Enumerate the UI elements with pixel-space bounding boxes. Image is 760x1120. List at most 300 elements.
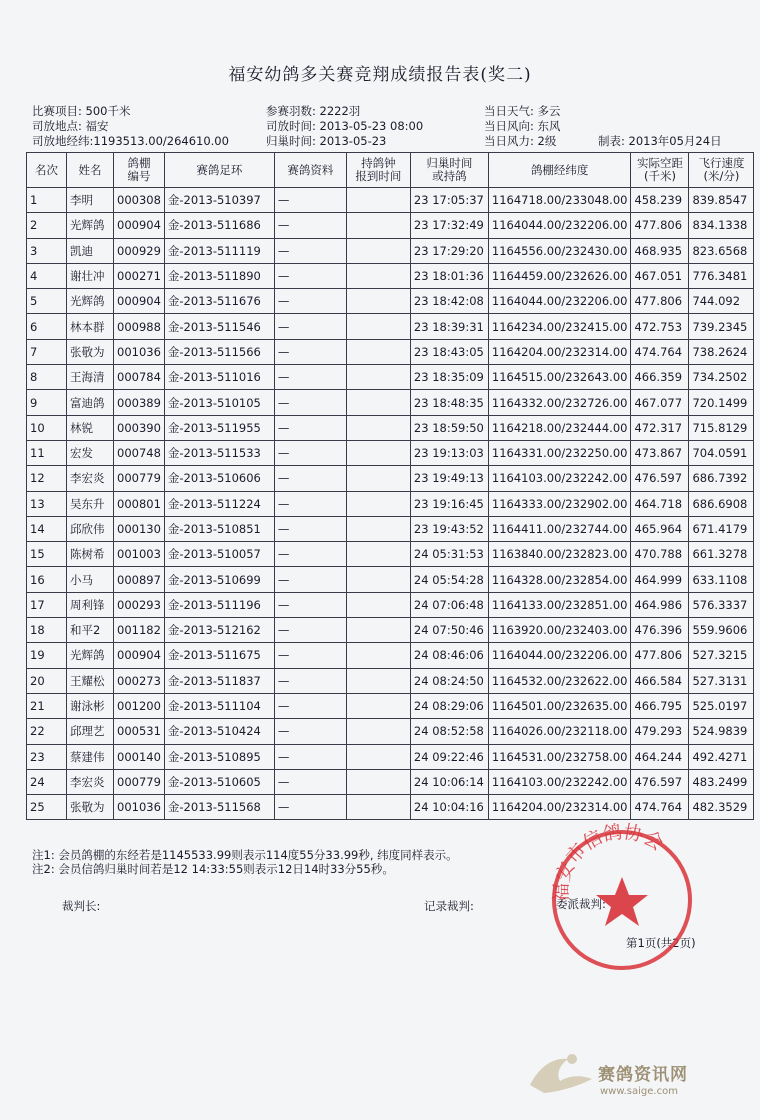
table-cell: 金-2013-511676 bbox=[164, 289, 274, 314]
table-cell: 24 08:46:06 bbox=[410, 643, 488, 668]
table-header-row bbox=[27, 153, 754, 188]
table-cell: 13 bbox=[27, 491, 67, 516]
table-cell: 24 08:29:06 bbox=[410, 693, 488, 718]
table-cell: 李宏炎 bbox=[67, 769, 114, 794]
document-title: 福安幼鸽多关赛竞翔成绩报告表(奖二) bbox=[228, 65, 532, 85]
table-cell: 476.396 bbox=[631, 618, 689, 643]
table-cell: 776.3481 bbox=[689, 263, 754, 288]
table-cell: 1164515.00/232643.00 bbox=[488, 365, 631, 390]
table-cell: 23 19:43:52 bbox=[410, 516, 488, 541]
table-cell: 23 19:13:03 bbox=[410, 440, 488, 465]
table-cell: 24 10:04:16 bbox=[410, 795, 488, 820]
table-row bbox=[27, 213, 754, 238]
table-cell: 000130 bbox=[114, 516, 165, 541]
table-cell: 000897 bbox=[114, 567, 165, 592]
table-cell: 金-2013-511890 bbox=[164, 263, 274, 288]
table-cell: 492.4271 bbox=[689, 744, 754, 769]
table-cell: 524.9839 bbox=[689, 719, 754, 744]
table-cell: 金-2013-511119 bbox=[164, 238, 274, 263]
table-cell: — bbox=[274, 238, 346, 263]
page-number: 第1页(共2页) bbox=[626, 936, 696, 950]
table-body bbox=[27, 188, 754, 820]
table-cell: 光辉鸽 bbox=[67, 213, 114, 238]
table-cell: 1 bbox=[27, 188, 67, 213]
table-cell: 金-2013-511196 bbox=[164, 592, 274, 617]
table-cell: 23 18:59:50 bbox=[410, 415, 488, 440]
table-cell: 林本群 bbox=[67, 314, 114, 339]
table-cell: 邱欣伟 bbox=[67, 516, 114, 541]
info-item: 归巢时间: 2013-05-23 bbox=[266, 134, 387, 148]
table-row bbox=[27, 415, 754, 440]
report-date: 制表: 2013年05月24日 bbox=[598, 134, 722, 148]
table-cell: 陈树希 bbox=[67, 542, 114, 567]
table-cell: 1164332.00/232726.00 bbox=[488, 390, 631, 415]
table-cell: — bbox=[274, 668, 346, 693]
column-header: 名次 bbox=[27, 153, 67, 188]
table-cell: 金-2013-510895 bbox=[164, 744, 274, 769]
table-cell: 10 bbox=[27, 415, 67, 440]
table-cell bbox=[346, 466, 410, 491]
table-cell: 704.0591 bbox=[689, 440, 754, 465]
table-row bbox=[27, 339, 754, 364]
table-cell: 23 18:39:31 bbox=[410, 314, 488, 339]
table-cell: 527.3215 bbox=[689, 643, 754, 668]
table-cell: 525.0197 bbox=[689, 693, 754, 718]
recording-referee-label: 记录裁判: bbox=[424, 899, 474, 913]
table-cell: — bbox=[274, 769, 346, 794]
table-row bbox=[27, 542, 754, 567]
column-header: 持鸽钟 报到时间 bbox=[346, 153, 410, 188]
table-cell bbox=[346, 390, 410, 415]
table-cell: 23 18:48:35 bbox=[410, 390, 488, 415]
table-cell: 谢泳彬 bbox=[67, 693, 114, 718]
table-cell: 李宏炎 bbox=[67, 466, 114, 491]
table-cell: 王耀松 bbox=[67, 668, 114, 693]
table-cell: 和平2 bbox=[67, 618, 114, 643]
table-cell: 金-2013-511837 bbox=[164, 668, 274, 693]
watermark-text: 赛鸽资讯网 bbox=[598, 1065, 688, 1085]
watermark-url: www.saige.com bbox=[600, 1086, 678, 1097]
table-cell: 1164531.00/232758.00 bbox=[488, 744, 631, 769]
table-cell: 1164234.00/232415.00 bbox=[488, 314, 631, 339]
info-item: 当日天气: 多云 bbox=[484, 104, 561, 118]
table-cell: 483.2499 bbox=[689, 769, 754, 794]
table-cell: 周利锋 bbox=[67, 592, 114, 617]
table-cell: 23 17:32:49 bbox=[410, 213, 488, 238]
pigeon-logo-icon bbox=[520, 1035, 600, 1105]
table-cell: 金-2013-511686 bbox=[164, 213, 274, 238]
table-cell: 744.092 bbox=[689, 289, 754, 314]
table-cell: — bbox=[274, 744, 346, 769]
notes bbox=[32, 848, 458, 876]
table-cell: 19 bbox=[27, 643, 67, 668]
table-cell: — bbox=[274, 643, 346, 668]
table-cell: 000748 bbox=[114, 440, 165, 465]
table-cell bbox=[346, 567, 410, 592]
table-row bbox=[27, 516, 754, 541]
table-cell: — bbox=[274, 542, 346, 567]
table-cell: 1164333.00/232902.00 bbox=[488, 491, 631, 516]
info-item: 当日风力: 2级 bbox=[484, 134, 557, 148]
table-cell: 576.3337 bbox=[689, 592, 754, 617]
table-cell: 1164328.00/232854.00 bbox=[488, 567, 631, 592]
table-cell: 686.6908 bbox=[689, 491, 754, 516]
table-cell: 18 bbox=[27, 618, 67, 643]
table-cell: — bbox=[274, 213, 346, 238]
table-cell: 720.1499 bbox=[689, 390, 754, 415]
table-cell: 23 19:49:13 bbox=[410, 466, 488, 491]
table-cell: 金-2013-510105 bbox=[164, 390, 274, 415]
column-header: 赛鸽足环 bbox=[164, 153, 274, 188]
column-header: 飞行速度 (米/分) bbox=[689, 153, 754, 188]
table-cell: 9 bbox=[27, 390, 67, 415]
table-cell bbox=[346, 542, 410, 567]
stamp-text: 福安市信鸽协会 bbox=[550, 821, 667, 903]
table-cell: 468.935 bbox=[631, 238, 689, 263]
table-cell: 23 17:29:20 bbox=[410, 238, 488, 263]
table-cell: — bbox=[274, 314, 346, 339]
table-cell: 22 bbox=[27, 719, 67, 744]
column-header: 鸽棚经纬度 bbox=[488, 153, 631, 188]
table-cell: 661.3278 bbox=[689, 542, 754, 567]
table-cell: 17 bbox=[27, 592, 67, 617]
table-cell: 凯迪 bbox=[67, 238, 114, 263]
table-cell: 1164133.00/232851.00 bbox=[488, 592, 631, 617]
table-cell: 1164501.00/232635.00 bbox=[488, 693, 631, 718]
table-cell: 金-2013-511566 bbox=[164, 339, 274, 364]
table-cell: 466.359 bbox=[631, 365, 689, 390]
table-cell: 1164411.00/232744.00 bbox=[488, 516, 631, 541]
table-cell: 林锐 bbox=[67, 415, 114, 440]
table-cell: 24 08:52:58 bbox=[410, 719, 488, 744]
table-cell: 金-2013-510606 bbox=[164, 466, 274, 491]
table-cell: 2 bbox=[27, 213, 67, 238]
table-cell: 527.3131 bbox=[689, 668, 754, 693]
table-cell bbox=[346, 668, 410, 693]
table-cell: 834.1338 bbox=[689, 213, 754, 238]
table-cell: 金-2013-510397 bbox=[164, 188, 274, 213]
table-cell: 470.788 bbox=[631, 542, 689, 567]
table-row bbox=[27, 693, 754, 718]
info-column-1 bbox=[32, 104, 229, 149]
table-cell: 633.1108 bbox=[689, 567, 754, 592]
table-row bbox=[27, 592, 754, 617]
table-cell bbox=[346, 339, 410, 364]
association-stamp bbox=[540, 815, 705, 980]
table-cell: 1164044.00/232206.00 bbox=[488, 213, 631, 238]
table-cell: 465.964 bbox=[631, 516, 689, 541]
star-icon bbox=[596, 877, 648, 926]
table-cell: 1164204.00/232314.00 bbox=[488, 339, 631, 364]
table-cell: 482.3529 bbox=[689, 795, 754, 820]
table-cell: 张敬为 bbox=[67, 795, 114, 820]
table-cell: 000273 bbox=[114, 668, 165, 693]
table-cell bbox=[346, 440, 410, 465]
table-cell: 472.753 bbox=[631, 314, 689, 339]
column-header: 归巢时间 或持鸽 bbox=[410, 153, 488, 188]
table-row bbox=[27, 365, 754, 390]
table-row bbox=[27, 567, 754, 592]
table-cell: 1164718.00/233048.00 bbox=[488, 188, 631, 213]
table-cell: 474.764 bbox=[631, 339, 689, 364]
table-cell: 464.999 bbox=[631, 567, 689, 592]
table-row bbox=[27, 466, 754, 491]
table-cell: — bbox=[274, 719, 346, 744]
table-cell: 000140 bbox=[114, 744, 165, 769]
table-cell: 23 18:42:08 bbox=[410, 289, 488, 314]
table-cell: 金-2013-511955 bbox=[164, 415, 274, 440]
table-cell: 3 bbox=[27, 238, 67, 263]
table-cell: 金-2013-510057 bbox=[164, 542, 274, 567]
table-cell: 1164103.00/232242.00 bbox=[488, 769, 631, 794]
table-cell: 21 bbox=[27, 693, 67, 718]
table-cell: 6 bbox=[27, 314, 67, 339]
table-cell: 476.597 bbox=[631, 466, 689, 491]
table-cell: 金-2013-510605 bbox=[164, 769, 274, 794]
table-cell bbox=[346, 365, 410, 390]
table-cell: 000929 bbox=[114, 238, 165, 263]
table-cell: 24 07:06:48 bbox=[410, 592, 488, 617]
table-cell: — bbox=[274, 188, 346, 213]
results-table bbox=[26, 152, 754, 820]
table-cell: 479.293 bbox=[631, 719, 689, 744]
info-column-3 bbox=[484, 104, 561, 149]
table-cell: 464.718 bbox=[631, 491, 689, 516]
column-header: 姓名 bbox=[67, 153, 114, 188]
column-header: 鸽棚 编号 bbox=[114, 153, 165, 188]
table-cell: 000904 bbox=[114, 643, 165, 668]
table-row bbox=[27, 188, 754, 213]
table-cell: 1164459.00/232626.00 bbox=[488, 263, 631, 288]
table-cell bbox=[346, 314, 410, 339]
table-cell: 20 bbox=[27, 668, 67, 693]
info-column-2 bbox=[266, 104, 423, 149]
table-cell: 5 bbox=[27, 289, 67, 314]
table-cell: 金-2013-510699 bbox=[164, 567, 274, 592]
table-cell: 000308 bbox=[114, 188, 165, 213]
table-row bbox=[27, 390, 754, 415]
table-row bbox=[27, 769, 754, 794]
info-item: 比赛项目: 500千米 bbox=[32, 104, 131, 118]
table-cell: 谢壮冲 bbox=[67, 263, 114, 288]
table-cell: — bbox=[274, 491, 346, 516]
table-cell: 458.239 bbox=[631, 188, 689, 213]
table-cell bbox=[346, 719, 410, 744]
table-cell: 1164556.00/232430.00 bbox=[488, 238, 631, 263]
table-cell: 23 bbox=[27, 744, 67, 769]
table-cell: — bbox=[274, 289, 346, 314]
table-cell: 738.2624 bbox=[689, 339, 754, 364]
table-cell: — bbox=[274, 516, 346, 541]
table-cell: 467.051 bbox=[631, 263, 689, 288]
table-cell bbox=[346, 693, 410, 718]
table-cell: 474.764 bbox=[631, 795, 689, 820]
table-cell: 16 bbox=[27, 567, 67, 592]
table-cell: 559.9606 bbox=[689, 618, 754, 643]
table-cell: 14 bbox=[27, 516, 67, 541]
table-cell: — bbox=[274, 466, 346, 491]
table-row bbox=[27, 238, 754, 263]
table-cell: 24 05:31:53 bbox=[410, 542, 488, 567]
table-row bbox=[27, 618, 754, 643]
table-cell: 23 17:05:37 bbox=[410, 188, 488, 213]
table-cell: 000271 bbox=[114, 263, 165, 288]
table-cell: — bbox=[274, 339, 346, 364]
column-header: 赛鸽资料 bbox=[274, 153, 346, 188]
table-cell: 671.4179 bbox=[689, 516, 754, 541]
table-cell: 张敬为 bbox=[67, 339, 114, 364]
table-cell: 25 bbox=[27, 795, 67, 820]
table-cell: 000390 bbox=[114, 415, 165, 440]
table-cell: 23 18:43:05 bbox=[410, 339, 488, 364]
table-cell: 金-2013-511533 bbox=[164, 440, 274, 465]
table-cell: 739.2345 bbox=[689, 314, 754, 339]
table-cell bbox=[346, 188, 410, 213]
table-cell: 001036 bbox=[114, 339, 165, 364]
table-cell bbox=[346, 592, 410, 617]
table-cell: 823.6568 bbox=[689, 238, 754, 263]
info-item: 当日风向: 东风 bbox=[484, 119, 561, 133]
table-cell: 邱理艺 bbox=[67, 719, 114, 744]
table-cell: 蔡建伟 bbox=[67, 744, 114, 769]
table-cell: 吴东升 bbox=[67, 491, 114, 516]
table-cell: 富迪鸽 bbox=[67, 390, 114, 415]
table-cell: — bbox=[274, 263, 346, 288]
table-row bbox=[27, 744, 754, 769]
table-cell: 000801 bbox=[114, 491, 165, 516]
referee-chief-label: 裁判长: bbox=[62, 899, 101, 913]
table-row bbox=[27, 289, 754, 314]
table-cell: — bbox=[274, 693, 346, 718]
table-cell: — bbox=[274, 415, 346, 440]
column-header: 实际空距 (千米) bbox=[631, 153, 689, 188]
table-row bbox=[27, 263, 754, 288]
table-cell: 001182 bbox=[114, 618, 165, 643]
info-item: 司放时间: 2013-05-23 08:00 bbox=[266, 119, 424, 133]
table-cell: 000779 bbox=[114, 769, 165, 794]
table-cell: 000784 bbox=[114, 365, 165, 390]
table-cell: 476.597 bbox=[631, 769, 689, 794]
table-cell: 467.077 bbox=[631, 390, 689, 415]
table-cell: 466.584 bbox=[631, 668, 689, 693]
table-cell: 1164026.00/232118.00 bbox=[488, 719, 631, 744]
table-cell bbox=[346, 289, 410, 314]
table-cell: 1164044.00/232206.00 bbox=[488, 643, 631, 668]
table-cell: 734.2502 bbox=[689, 365, 754, 390]
table-cell: 光辉鸽 bbox=[67, 643, 114, 668]
table-cell: 23 18:35:09 bbox=[410, 365, 488, 390]
info-item: 司放地点: 福安 bbox=[32, 119, 109, 133]
table-cell: 金-2013-510424 bbox=[164, 719, 274, 744]
table-cell: 839.8547 bbox=[689, 188, 754, 213]
table-cell: 477.806 bbox=[631, 643, 689, 668]
table-cell bbox=[346, 643, 410, 668]
table-cell: 000531 bbox=[114, 719, 165, 744]
table-row bbox=[27, 719, 754, 744]
info-item: 参赛羽数: 2222羽 bbox=[266, 104, 361, 118]
table-cell bbox=[346, 744, 410, 769]
table-cell: 23 19:16:45 bbox=[410, 491, 488, 516]
table-cell: 小马 bbox=[67, 567, 114, 592]
table-cell: 1164532.00/232622.00 bbox=[488, 668, 631, 693]
table-cell: 金-2013-510851 bbox=[164, 516, 274, 541]
table-cell: — bbox=[274, 390, 346, 415]
table-row bbox=[27, 668, 754, 693]
table-cell: — bbox=[274, 795, 346, 820]
table-cell bbox=[346, 618, 410, 643]
table-cell: 000293 bbox=[114, 592, 165, 617]
table-cell bbox=[346, 263, 410, 288]
table-cell: 000904 bbox=[114, 213, 165, 238]
table-cell: 8 bbox=[27, 365, 67, 390]
table-row bbox=[27, 314, 754, 339]
table-cell: — bbox=[274, 592, 346, 617]
table-cell: 12 bbox=[27, 466, 67, 491]
table-cell: 金-2013-511224 bbox=[164, 491, 274, 516]
table-cell: 24 05:54:28 bbox=[410, 567, 488, 592]
table-cell bbox=[346, 516, 410, 541]
table-cell: — bbox=[274, 567, 346, 592]
table-cell bbox=[346, 491, 410, 516]
table-cell: 000389 bbox=[114, 390, 165, 415]
table-cell: 4 bbox=[27, 263, 67, 288]
table-cell: 464.244 bbox=[631, 744, 689, 769]
table-cell bbox=[346, 795, 410, 820]
table-cell: 15 bbox=[27, 542, 67, 567]
table-cell: 1164204.00/232314.00 bbox=[488, 795, 631, 820]
table-cell: 477.806 bbox=[631, 289, 689, 314]
table-cell: 464.986 bbox=[631, 592, 689, 617]
table-cell: 000988 bbox=[114, 314, 165, 339]
table-cell bbox=[346, 213, 410, 238]
table-cell: 金-2013-512162 bbox=[164, 618, 274, 643]
table-cell: 001003 bbox=[114, 542, 165, 567]
table-cell: 000904 bbox=[114, 289, 165, 314]
table-cell: — bbox=[274, 618, 346, 643]
info-item: 司放地经纬:1193513.00/264610.00 bbox=[32, 134, 229, 148]
table-cell: 24 07:50:46 bbox=[410, 618, 488, 643]
table-cell: 473.867 bbox=[631, 440, 689, 465]
table-cell: 1164218.00/232444.00 bbox=[488, 415, 631, 440]
table-cell: 金-2013-511104 bbox=[164, 693, 274, 718]
table-cell: 金-2013-511675 bbox=[164, 643, 274, 668]
note-1: 注1: 会员鸽棚的东经若是1145533.99则表示114度55分33.99秒, 纬度同样表示。 bbox=[32, 848, 458, 862]
table-cell: 477.806 bbox=[631, 213, 689, 238]
table-cell: 1163920.00/232403.00 bbox=[488, 618, 631, 643]
table-cell: 光辉鸽 bbox=[67, 289, 114, 314]
table-cell: 686.7392 bbox=[689, 466, 754, 491]
table-cell: 466.795 bbox=[631, 693, 689, 718]
table-row bbox=[27, 440, 754, 465]
table-cell: 王海清 bbox=[67, 365, 114, 390]
table-cell: 1163840.00/232823.00 bbox=[488, 542, 631, 567]
table-cell: 1164331.00/232250.00 bbox=[488, 440, 631, 465]
table-cell bbox=[346, 769, 410, 794]
table-cell: 24 09:22:46 bbox=[410, 744, 488, 769]
table-cell: 1164044.00/232206.00 bbox=[488, 289, 631, 314]
table-cell: 000779 bbox=[114, 466, 165, 491]
note-2: 注2: 会员信鸽归巢时间若是12 14:33:55则表示12日14时33分55秒。 bbox=[32, 862, 394, 876]
table-cell: 金-2013-511016 bbox=[164, 365, 274, 390]
table-cell: 24 bbox=[27, 769, 67, 794]
table-cell: — bbox=[274, 365, 346, 390]
table-cell: 宏发 bbox=[67, 440, 114, 465]
table-cell: 金-2013-511546 bbox=[164, 314, 274, 339]
table-cell bbox=[346, 238, 410, 263]
table-cell: 23 18:01:36 bbox=[410, 263, 488, 288]
table-cell bbox=[346, 415, 410, 440]
table-cell: 715.8129 bbox=[689, 415, 754, 440]
